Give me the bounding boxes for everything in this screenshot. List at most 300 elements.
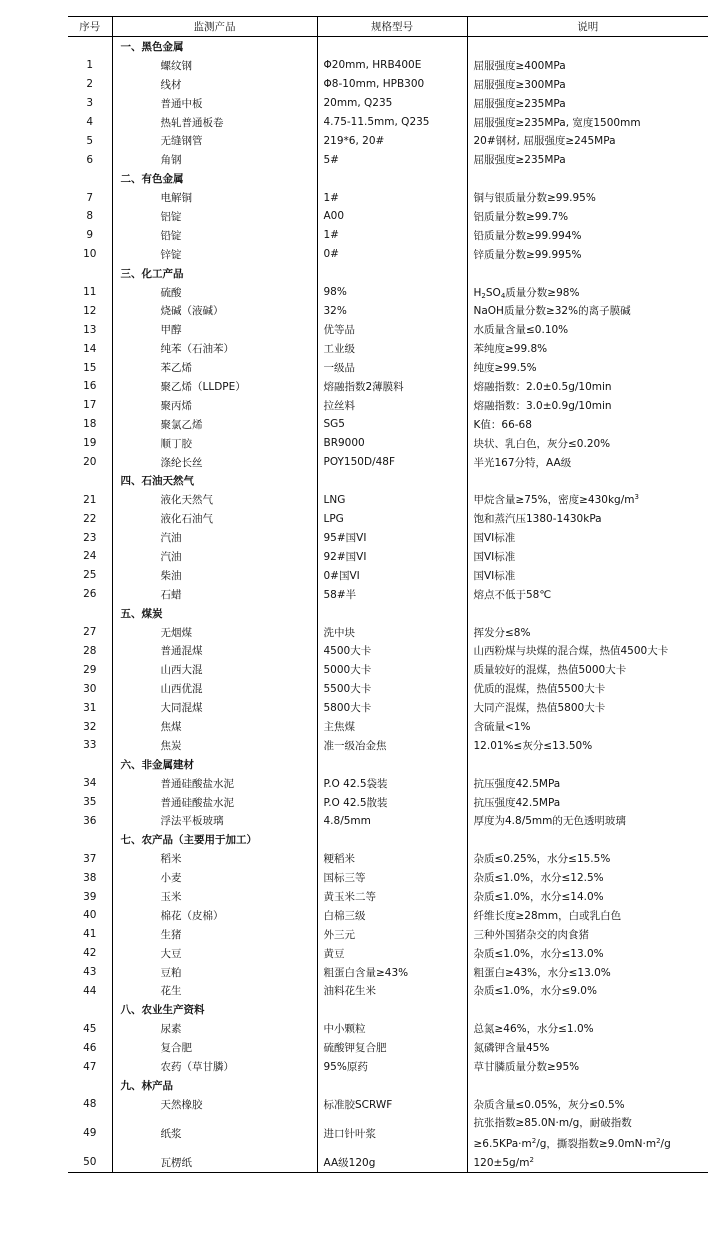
row-no: 21 [83,493,97,506]
row-note: 水质量含量≤0.10% [467,320,708,339]
row-note: 大同产混煤，热值5800大卡 [467,698,708,717]
row-spec: 油料花生米 [317,982,467,1001]
table-row [68,793,708,812]
section-title: 二、有色金属 [112,169,317,188]
row-product: 铅锭 [112,226,317,245]
row-spec: 0# [317,245,467,264]
row-product: 顺丁胶 [112,434,317,453]
row-note: 杂质≤1.0%，水分≤13.0% [467,944,708,963]
row-spec: 20mm, Q235 [317,94,467,113]
row-spec: 1# [317,188,467,207]
section-row [68,37,708,56]
section-title: 三、化工产品 [112,264,317,283]
table-row [68,717,708,736]
row-product: 普通硅酸盐水泥 [112,774,317,793]
table-row [68,75,708,94]
row-no: 2 [86,78,94,91]
section-note [467,1000,708,1019]
section-note [467,604,708,623]
table-row [68,358,708,377]
row-note: 饱和蒸汽压1380-1430kPa [467,509,708,528]
table-row [68,113,708,132]
row-product: 石蜡 [112,585,317,604]
table-row [68,509,708,528]
row-no: 8 [86,210,94,223]
table-row [68,623,708,642]
row-no: 16 [83,380,97,393]
row-no: 17 [83,399,97,412]
row-product: 大豆 [112,944,317,963]
row-no: 30 [83,682,97,695]
table-row [68,887,708,906]
row-no: 12 [83,304,97,317]
table-row [68,245,708,264]
row-no: 10 [83,248,97,261]
row-no: 24 [83,550,97,563]
row-no: 35 [83,796,97,809]
row-spec: 国标三等 [317,868,467,887]
table-row [68,1057,708,1076]
row-note: 甲烷含量≥75%，密度$\ge 430kg/m^3$ [467,490,708,509]
row-note: 屈服强度≥235MPa [467,150,708,169]
row-no: 25 [83,569,97,582]
row-note: 山西粉煤与块煤的混合煤，热值4500大卡 [467,642,708,661]
row-note: 锌质量分数≥99.995% [467,245,708,264]
row-product: 浮法平板玻璃 [112,812,317,831]
row-no: 38 [83,871,97,884]
row-product: 普通混煤 [112,642,317,661]
row-note: 国VI标准 [467,528,708,547]
row-spec: 熔融指数2薄膜料 [317,377,467,396]
table-row [68,868,708,887]
row-product: 小麦 [112,868,317,887]
row-product: 液化天然气 [112,490,317,509]
row-spec: 219*6, 20# [317,131,467,150]
row-no: 13 [83,323,97,336]
row-spec: 5800大卡 [317,698,467,717]
row-note: 熔融指数：3.0±0.9g/10min [467,396,708,415]
row-no: 22 [83,512,97,525]
row-spec: 准一级冶金焦 [317,736,467,755]
section-note [467,471,708,490]
row-note: 12.01%≤灰分≤13.50% [467,736,708,755]
row-product: 无烟煤 [112,623,317,642]
document [68,16,708,1173]
section-spec [317,830,467,849]
row-note: 挥发分≤8% [467,623,708,642]
row-note: 杂质≤0.25%，水分≤15.5% [467,849,708,868]
row-product: 线材 [112,75,317,94]
row-no: 1 [86,59,94,72]
row-no: 26 [83,588,97,601]
row-spec: 洗中块 [317,623,467,642]
table-row [68,963,708,982]
row-spec: AA级120g [317,1153,467,1172]
section-no [68,169,112,188]
row-note: 屈服强度≥235MPa, 宽度1500mm [467,113,708,132]
section-title: 六、非金属建材 [112,755,317,774]
section-note [467,830,708,849]
row-no: 5 [86,134,94,147]
row-product: 烧碱（液碱） [112,301,317,320]
table-body [68,37,708,1173]
row-spec: 白棉三级 [317,906,467,925]
row-spec: 5# [317,150,467,169]
table-row [68,320,708,339]
row-spec: 进口针叶浆 [317,1114,467,1153]
section-row [68,830,708,849]
table-row [68,94,708,113]
table-row [68,566,708,585]
row-note: 总氮≥46%，水分≤1.0% [467,1019,708,1038]
section-no [68,471,112,490]
row-product: 焦煤 [112,717,317,736]
row-note: 氮磷钾含量45% [467,1038,708,1057]
row-spec: 92#国VI [317,547,467,566]
table-row [68,56,708,75]
row-spec: 中小颗粒 [317,1019,467,1038]
table-row [68,301,708,320]
row-product: 液化石油气 [112,509,317,528]
row-note: 含硫量<1% [467,717,708,736]
row-product: 热轧普通板卷 [112,113,317,132]
row-product: 无缝钢管 [112,131,317,150]
row-no: 39 [83,890,97,903]
row-no: 49 [83,1127,97,1140]
table-row [68,944,708,963]
row-product: 苯乙烯 [112,358,317,377]
row-note: 杂质≤1.0%，水分≤14.0% [467,887,708,906]
row-spec: POY150D/48F [317,453,467,472]
row-spec: 32% [317,301,467,320]
row-product: 聚丙烯 [112,396,317,415]
row-no: 11 [83,286,97,299]
row-note: 厚度为4.8/5mm的无色透明玻璃 [467,812,708,831]
row-spec: 4.75-11.5mm, Q235 [317,113,467,132]
section-no [68,1000,112,1019]
table-row [68,283,708,302]
row-no: 50 [68,1153,112,1172]
row-product: 花生 [112,982,317,1001]
row-spec: 粳稻米 [317,849,467,868]
table-row [68,982,708,1001]
row-note: $H_2SO_4$质量分数≥98% [467,283,708,302]
table-row [68,131,708,150]
row-spec: 0#国VI [317,566,467,585]
section-no [68,755,112,774]
row-note: 三种外国猪杂交的肉食猪 [467,925,708,944]
table-row [68,188,708,207]
table-row [68,453,708,472]
row-note: 苯纯度≥99.8% [467,339,708,358]
row-note: 草甘膦质量分数≥95% [467,1057,708,1076]
table-row [68,434,708,453]
table-row [68,812,708,831]
row-note: 熔点不低于58℃ [467,585,708,604]
row-product: 铝锭 [112,207,317,226]
row-product: 纯苯（石油苯） [112,339,317,358]
row-no: 36 [83,814,97,827]
section-spec [317,169,467,188]
row-no: 41 [83,928,97,941]
row-product: 复合肥 [112,1038,317,1057]
row-spec: 一级品 [317,358,467,377]
table-row [68,490,708,509]
table-row [68,642,708,661]
row-no: 44 [83,984,97,997]
section-no [68,264,112,283]
table-row [68,774,708,793]
row-no: 46 [83,1041,97,1054]
row-spec: 4500大卡 [317,642,467,661]
header-row [68,17,708,37]
row-note: 杂质含量≤0.05%，灰分≤0.5% [467,1095,708,1114]
row-spec: P.O 42.5散装 [317,793,467,812]
row-no: 40 [83,909,97,922]
row-no: 47 [83,1060,97,1073]
row-product: 棉花（皮棉） [112,906,317,925]
row-note: 优质的混煤，热值5500大卡 [467,679,708,698]
section-title: 一、黑色金属 [112,37,317,56]
row-note: 铅质量分数≥99.994% [467,226,708,245]
row-spec: 95#国VI [317,528,467,547]
section-title: 八、农业生产资料 [112,1000,317,1019]
header-product: 监测产品 [112,17,317,37]
row-product: 农药（草甘膦） [112,1057,317,1076]
row-no: 29 [83,663,97,676]
row-no: 4 [86,116,94,128]
table-row [68,528,708,547]
row-spec: 95%原药 [317,1057,467,1076]
table-row [68,415,708,434]
row-note: 国VI标准 [467,547,708,566]
section-no [68,37,112,56]
row-note: 粗蛋白≥43%，水分≤13.0% [467,963,708,982]
row-product: 甲醇 [112,320,317,339]
table-row [68,1153,708,1172]
row-no: 18 [83,418,97,431]
row-spec: A00 [317,207,467,226]
section-note [467,37,708,56]
table-row [68,849,708,868]
row-note: 抗张指数≥85.0N·m/g，耐破指数$\ge 6.5KPa\cdot m^2/g$，撕裂指数$\ge 9.0mN\cdot m^2/g$ [467,1114,708,1153]
section-spec [317,755,467,774]
row-no: 9 [86,229,94,242]
row-product: 螺纹钢 [112,56,317,75]
table-row [68,377,708,396]
row-spec: 1# [317,226,467,245]
row-spec: 硫酸钾复合肥 [317,1038,467,1057]
section-title: 七、农产品（主要用于加工） [112,830,317,849]
section-spec [317,604,467,623]
row-product: 硫酸 [112,283,317,302]
row-no: 20 [83,456,97,469]
row-no: 23 [83,531,97,544]
header-no: 序号 [68,17,112,37]
row-note: 铝质量分数≥99.7% [467,207,708,226]
table-row [68,660,708,679]
row-product: 聚乙烯（LLDPE） [112,377,317,396]
row-spec: 拉丝料 [317,396,467,415]
row-note: 屈服强度≥300MPa [467,75,708,94]
row-spec: 外三元 [317,925,467,944]
row-no: 43 [83,966,97,979]
row-note: K值：66-68 [467,415,708,434]
row-spec: 主焦煤 [317,717,467,736]
row-no: 42 [83,947,97,960]
row-note: NaOH质量分数≥32%的离子膜碱 [467,301,708,320]
row-note: 20#钢材, 屈服强度≥245MPa [467,131,708,150]
header-note: 说明 [467,17,708,37]
row-note: 质量较好的混煤，热值5000大卡 [467,660,708,679]
row-product: 稻米 [112,849,317,868]
row-note: 纯度≥99.5% [467,358,708,377]
row-product: 聚氯乙烯 [112,415,317,434]
row-note: 抗压强度42.5MPa [467,793,708,812]
section-row [68,604,708,623]
row-no: 45 [83,1022,97,1035]
section-spec [317,37,467,56]
row-no: 19 [83,437,97,450]
row-spec: 4.8/5mm [317,812,467,831]
table-row [68,1038,708,1057]
row-product: 大同混煤 [112,698,317,717]
row-product: 汽油 [112,547,317,566]
row-no: 6 [86,153,94,166]
section-note [467,755,708,774]
table-row [68,736,708,755]
table-row [68,1095,708,1114]
table-row [68,396,708,415]
row-product: 锌锭 [112,245,317,264]
row-no: 28 [83,644,97,657]
section-spec [317,471,467,490]
header-spec: 规格型号 [317,17,467,37]
product-table [68,16,708,1173]
row-spec: 5500大卡 [317,679,467,698]
section-no [68,604,112,623]
row-note: 熔融指数：2.0±0.5g/10min [467,377,708,396]
row-no: 33 [83,739,97,752]
section-note [467,169,708,188]
row-note: 纤维长度≥28mm，白或乳白色 [467,906,708,925]
row-product: 尿素 [112,1019,317,1038]
section-row [68,169,708,188]
row-product: 生猪 [112,925,317,944]
row-spec: LPG [317,509,467,528]
row-note: 杂质≤1.0%，水分≤12.5% [467,868,708,887]
table-row [68,906,708,925]
row-note: 屈服强度≥235MPa [467,94,708,113]
row-product: 柴油 [112,566,317,585]
section-no [68,1076,112,1095]
row-spec: 黄豆 [317,944,467,963]
section-spec [317,1000,467,1019]
table-row [68,150,708,169]
row-no: 3 [86,97,94,110]
section-note [467,264,708,283]
row-no: 27 [83,626,97,639]
row-product: 电解铜 [112,188,317,207]
row-no: 14 [83,342,97,355]
row-spec: SG5 [317,415,467,434]
row-spec: LNG [317,490,467,509]
row-spec: 工业级 [317,339,467,358]
row-product: 汽油 [112,528,317,547]
row-note: 半光167分特，AA级 [467,453,708,472]
row-no: 7 [86,191,94,204]
row-note: 铜与银质量分数≥99.95% [467,188,708,207]
row-note: 抗压强度42.5MPa [467,774,708,793]
row-spec: 5000大卡 [317,660,467,679]
row-note: 杂质≤1.0%，水分≤9.0% [467,982,708,1001]
row-product: 天然橡胶 [112,1095,317,1114]
section-no [68,830,112,849]
table-row [68,679,708,698]
row-product: 山西优混 [112,679,317,698]
row-spec: 粗蛋白含量≥43% [317,963,467,982]
table-row [68,339,708,358]
row-product: 山西大混 [112,660,317,679]
row-no: 48 [83,1098,97,1111]
table-row [68,1019,708,1038]
row-spec: P.O 42.5袋装 [317,774,467,793]
table-row [68,1114,708,1153]
section-note [467,1076,708,1095]
row-spec: 98% [317,283,467,302]
table-row [68,207,708,226]
row-note: 块状、乳白色，灰分≤0.20% [467,434,708,453]
row-spec: Φ20mm, HRB400E [317,56,467,75]
section-row [68,264,708,283]
table-row [68,585,708,604]
row-product: 焦炭 [112,736,317,755]
row-product: 角钢 [112,150,317,169]
section-title: 五、煤炭 [112,604,317,623]
row-product: 涤纶长丝 [112,453,317,472]
row-product: 纸浆 [112,1114,317,1153]
table-row [68,226,708,245]
section-row [68,471,708,490]
row-product: 玉米 [112,887,317,906]
row-spec: Φ8-10mm, HPB300 [317,75,467,94]
row-note: 国VI标准 [467,566,708,585]
table-row [68,698,708,717]
row-note: $120\pm 5g/m^2$ [467,1153,708,1172]
section-row [68,1076,708,1095]
row-no: 37 [83,852,97,865]
section-spec [317,1076,467,1095]
row-no: 31 [83,701,97,714]
section-row [68,755,708,774]
row-product: 普通硅酸盐水泥 [112,793,317,812]
section-row [68,1000,708,1019]
row-spec: 58#半 [317,585,467,604]
row-no: 32 [83,720,97,733]
section-title: 九、林产品 [112,1076,317,1095]
row-note: 屈服强度≥400MPa [467,56,708,75]
row-spec: 标准胶SCRWF [317,1095,467,1114]
section-title: 四、石油天然气 [112,471,317,490]
section-spec [317,264,467,283]
row-spec: 优等品 [317,320,467,339]
row-product: 豆粕 [112,963,317,982]
row-no: 15 [83,361,97,374]
table-row [68,925,708,944]
table-row [68,547,708,566]
row-spec: 黄玉米二等 [317,887,467,906]
row-product: 瓦楞纸 [112,1153,317,1172]
